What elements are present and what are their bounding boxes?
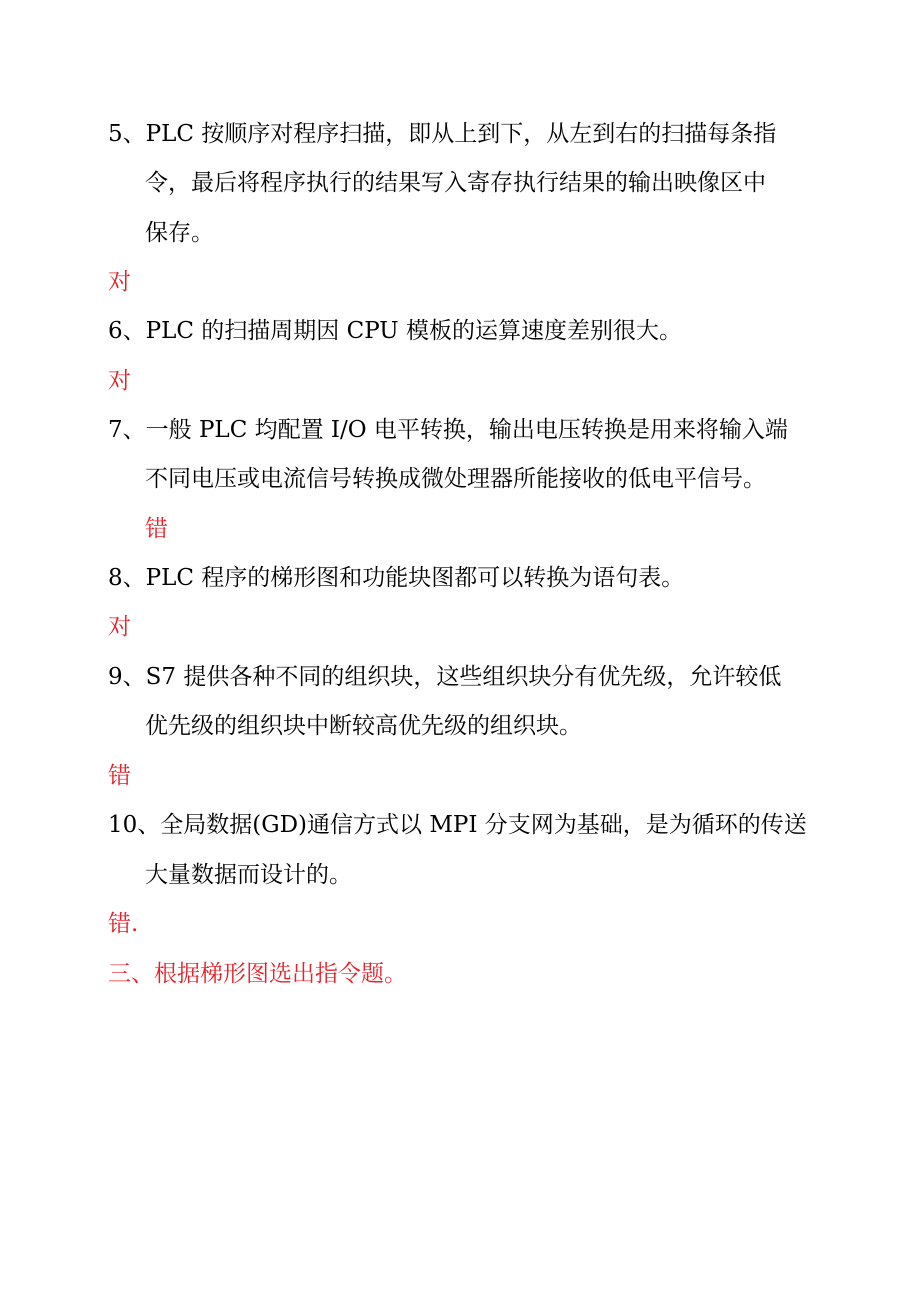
question-5-line-3: 保存。 [145,220,214,246]
question-6-answer: 对 [108,368,131,394]
section-heading: 三、根据梯形图选出指令题。 [108,961,407,987]
question-8-line-1: 8、PLC 程序的梯形图和功能块图都可以转换为语句表。 [108,565,685,591]
question-10-line-2: 大量数据而设计的。 [145,862,352,888]
question-9-line-2: 优先级的组织块中断较高优先级的组织块。 [145,713,582,739]
question-10-answer: 错. [108,911,139,937]
question-7-answer: 错 [145,516,168,542]
question-5-answer: 对 [108,269,131,295]
question-5-line-1: 5、PLC 按顺序对程序扫描，即从上到下，从左到右的扫描每条指 [108,121,777,147]
question-7-line-1: 7、一般 PLC 均配置 I/O 电平转换，输出电压转换是用来将输入端 [108,417,788,443]
question-10-line-1: 10、全局数据(GD)通信方式以 MPI 分支网为基础，是为循环的传送 [108,812,807,838]
question-7-line-2: 不同电压或电流信号转换成微处理器所能接收的低电平信号。 [145,466,766,492]
question-9-line-1: 9、S7 提供各种不同的组织块，这些组织块分有优先级，允许较低 [108,664,782,690]
question-5-line-2: 令，最后将程序执行的结果写入寄存执行结果的输出映像区中 [145,170,766,196]
question-9-answer: 错 [108,763,131,789]
question-6-line-1: 6、PLC 的扫描周期因 CPU 模板的运算速度差别很大。 [108,318,682,344]
question-8-answer: 对 [108,614,131,640]
